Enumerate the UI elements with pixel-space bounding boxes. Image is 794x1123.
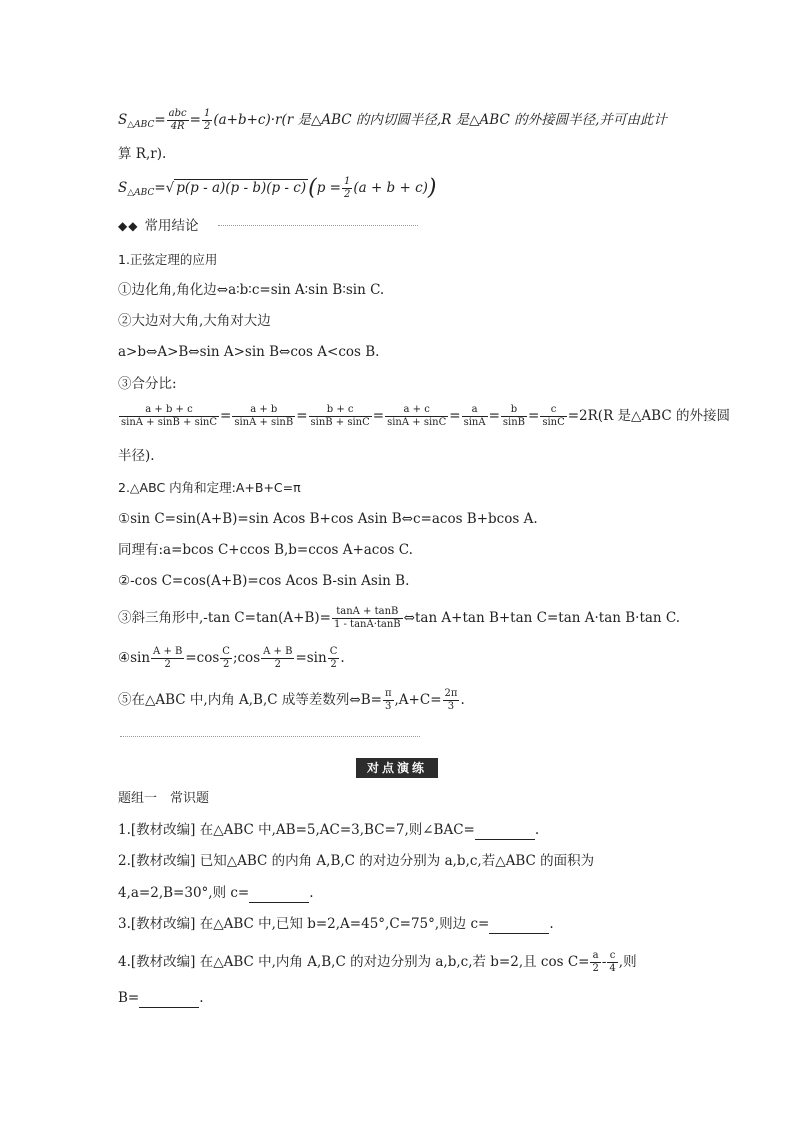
area-formula-1 (118, 108, 667, 133)
area-formula-1-cont: 算 R,r). (118, 146, 167, 162)
period: . (309, 885, 314, 901)
answer-blank[interactable] (249, 888, 309, 903)
fraction-den: 4R (170, 121, 185, 132)
pi-fraction (383, 688, 394, 713)
fraction-den: 3 (385, 701, 392, 712)
fraction-num: a (590, 950, 600, 963)
fraction-den: 2 (343, 189, 351, 200)
fraction-half (202, 108, 212, 133)
fraction-den: 2 (164, 659, 171, 670)
half-angle-fraction (261, 646, 294, 671)
period: . (534, 822, 540, 838)
fraction-half (342, 176, 352, 201)
ratio-fraction (462, 404, 488, 429)
fraction-num: a + b + c (119, 404, 219, 417)
equals: = (189, 112, 201, 128)
fraction-num: a + b (232, 404, 295, 417)
fraction-den: sinA + sinB (234, 417, 294, 428)
diamond-icon: ◆◆ (118, 219, 139, 233)
fraction-num: b + c (309, 404, 372, 417)
fraction-num: tanA + tanB (332, 606, 403, 619)
fraction-num: C (329, 646, 338, 657)
question-end: ,则 (618, 954, 637, 970)
ratio-fraction (540, 404, 566, 429)
ratio-fraction (119, 404, 219, 429)
fraction-den: 4 (609, 963, 616, 974)
period: . (460, 692, 465, 708)
conclusion-1-item-3: ③合分比: (118, 376, 177, 392)
fraction-den: sinB (502, 417, 525, 428)
conclusion-2-item-1: ①sin C=sin(A+B)=sin Acos B+cos Asin B⇔c=acos B+bcos A. (118, 511, 538, 527)
fraction-num: a + c (385, 404, 448, 417)
question-2: 2.[教材改编] 已知△ABC 的内角 A,B,C 的对边分别为 a,b,c,若△ABC 的面积为 (118, 853, 595, 869)
tan-pre: ③斜三角形中,-tan C=tan(A+B)= (118, 610, 331, 626)
period: . (340, 650, 345, 666)
fraction-den: 2 (330, 659, 337, 670)
fraction-num: 1 (203, 108, 211, 119)
area-subscript: △ABC (127, 120, 155, 130)
p-equals: p = (316, 180, 341, 196)
answer-blank[interactable] (139, 993, 199, 1008)
equals: = (296, 408, 308, 424)
conclusion-2-item-3 (118, 606, 680, 631)
period: . (549, 916, 554, 932)
period: . (199, 990, 204, 1006)
tan-post: ⇔tan A+tan B+tan C=tan A·tan B·tan C. (403, 610, 681, 626)
equals: = (528, 408, 540, 424)
q4-fraction (590, 950, 600, 975)
fraction-num: 1 (343, 176, 351, 187)
fraction-num: C (222, 646, 230, 657)
fraction-den: sinA + sinB + sinC (121, 417, 218, 428)
fraction-den: 3 (447, 701, 455, 712)
equals: = (488, 408, 500, 424)
question-4 (118, 950, 637, 975)
question-text: 3.[教材改编] 在△ABC 中,已知 b=2,A=45°,C=75°,则边 c= (118, 916, 490, 932)
cos-mid: =cos (185, 650, 220, 666)
ratio-fraction (232, 404, 295, 429)
equals: = (449, 408, 461, 424)
q4-fraction (607, 950, 617, 975)
fraction-den: 2 (222, 659, 230, 670)
question-4-cont (118, 988, 204, 1008)
fraction-den: sinB + sinC (310, 417, 370, 428)
fraction-den: 2 (203, 121, 211, 132)
fraction-abc-4r (167, 108, 189, 133)
question-3 (118, 914, 554, 934)
question-text: 4.[教材改编] 在△ABC 中,内角 A,B,C 的对边分别为 a,b,c,若 b=2,且 cos C= (118, 954, 590, 970)
answer-blank[interactable] (489, 919, 549, 934)
area-symbol: S (118, 112, 128, 128)
area-formula-rest: (a+b+c)·r(r 是△ABC 的内切圆半径,R 是△ABC 的外接圆半径,并可由此计 (213, 112, 667, 128)
conclusion-2-item-1b: 同理有:a=bcos C+ccos B,b=ccos A+acos C. (118, 542, 413, 558)
area-formula-2: $S_{\triangle ABC}=√$ p(p - a)(p - b)(p - c)(p = $\frac{1}{2}$ (a + b + c)) (118, 175, 437, 201)
pi-fraction (443, 688, 460, 713)
fraction-num: abc (168, 108, 187, 119)
arith-pre: ⑤在△ABC 中,内角 A,B,C 成等差数列⇔B= (118, 692, 382, 708)
equals: = (372, 408, 385, 424)
cos-mid: ;cos (232, 650, 261, 666)
minus: - (601, 954, 607, 970)
fraction-num: 2π (444, 688, 458, 699)
equals: = (220, 408, 232, 424)
practice-badge: 对点演练 (356, 758, 438, 778)
tan-fraction (332, 606, 403, 631)
ratio-formula-cont: 半径). (118, 448, 155, 464)
conclusion-2-item-5 (118, 688, 465, 713)
sin-pre: ④sin (118, 650, 151, 666)
equals: = (154, 112, 166, 128)
fraction-den: 1 - tanA·tanB (333, 619, 401, 630)
fraction-den: 2 (274, 659, 281, 670)
sqrt-content: p(p - a)(p - b)(p - c) (176, 180, 307, 196)
ratio-fraction (385, 404, 448, 429)
conclusion-2-title: 2.△ABC 内角和定理:A+B+C=π (118, 480, 301, 495)
area-subscript: △ABC (127, 188, 155, 198)
fraction-num: c (540, 404, 566, 417)
fraction-num: A + B (263, 646, 293, 657)
half-angle-fraction (220, 646, 232, 671)
conclusion-2-item-2: ②-cos C=cos(A+B)=cos Acos B-sin Asin B. (118, 573, 410, 589)
section-title: 常用结论 (144, 218, 199, 234)
conclusion-1-item-1: ①边化角,角化边⇔a∶b∶c=sin A∶sin B∶sin C. (118, 282, 385, 298)
ratio-fraction (309, 404, 372, 429)
fraction-num: c (607, 950, 617, 963)
sum-paren: (a + b + c) (353, 180, 428, 196)
section-header (118, 216, 198, 236)
fraction-den: sinA + sinC (387, 417, 447, 428)
half-angle-fraction (328, 646, 340, 671)
exercise-group-title: 题组一 常识题 (118, 791, 210, 806)
half-angle-fraction (151, 646, 184, 671)
fraction-num: a (462, 404, 488, 417)
conclusion-1-title: 1.正弦定理的应用 (118, 252, 218, 267)
fraction-num: π (384, 688, 392, 699)
question-text: 1.[教材改编] 在△ABC 中,AB=5,AC=3,BC=7,则∠BAC= (118, 822, 475, 838)
section-end-divider (120, 736, 420, 737)
question-text: 4,a=2,B=30°,则 c= (118, 885, 250, 901)
question-2-cont (118, 883, 314, 903)
answer-blank[interactable] (475, 825, 535, 840)
fraction-den: 2 (592, 963, 599, 974)
area-symbol: S (118, 180, 128, 196)
fraction-den: sinA (463, 417, 486, 428)
sin-mid: =sin (295, 650, 327, 666)
ratio-tail: =2R(R 是△ABC 的外接圆 (567, 408, 730, 424)
section-divider (218, 225, 418, 226)
ratio-fraction (501, 404, 527, 429)
fraction-den: sinC (542, 417, 565, 428)
fraction-num: A + B (153, 646, 183, 657)
question-1 (118, 820, 539, 840)
arith-mid: ,A+C= (394, 692, 442, 708)
conclusion-1-item-2b: a>b⇔A>B⇔sin A>sin B⇔cos A<cos B. (118, 344, 380, 360)
conclusion-2-item-4 (118, 646, 345, 671)
fraction-num: b (501, 404, 527, 417)
ratio-formula (118, 404, 730, 429)
question-text: B= (118, 990, 140, 1006)
equals: = (154, 180, 166, 196)
conclusion-1-item-2: ②大边对大角,大角对大边 (118, 313, 271, 329)
